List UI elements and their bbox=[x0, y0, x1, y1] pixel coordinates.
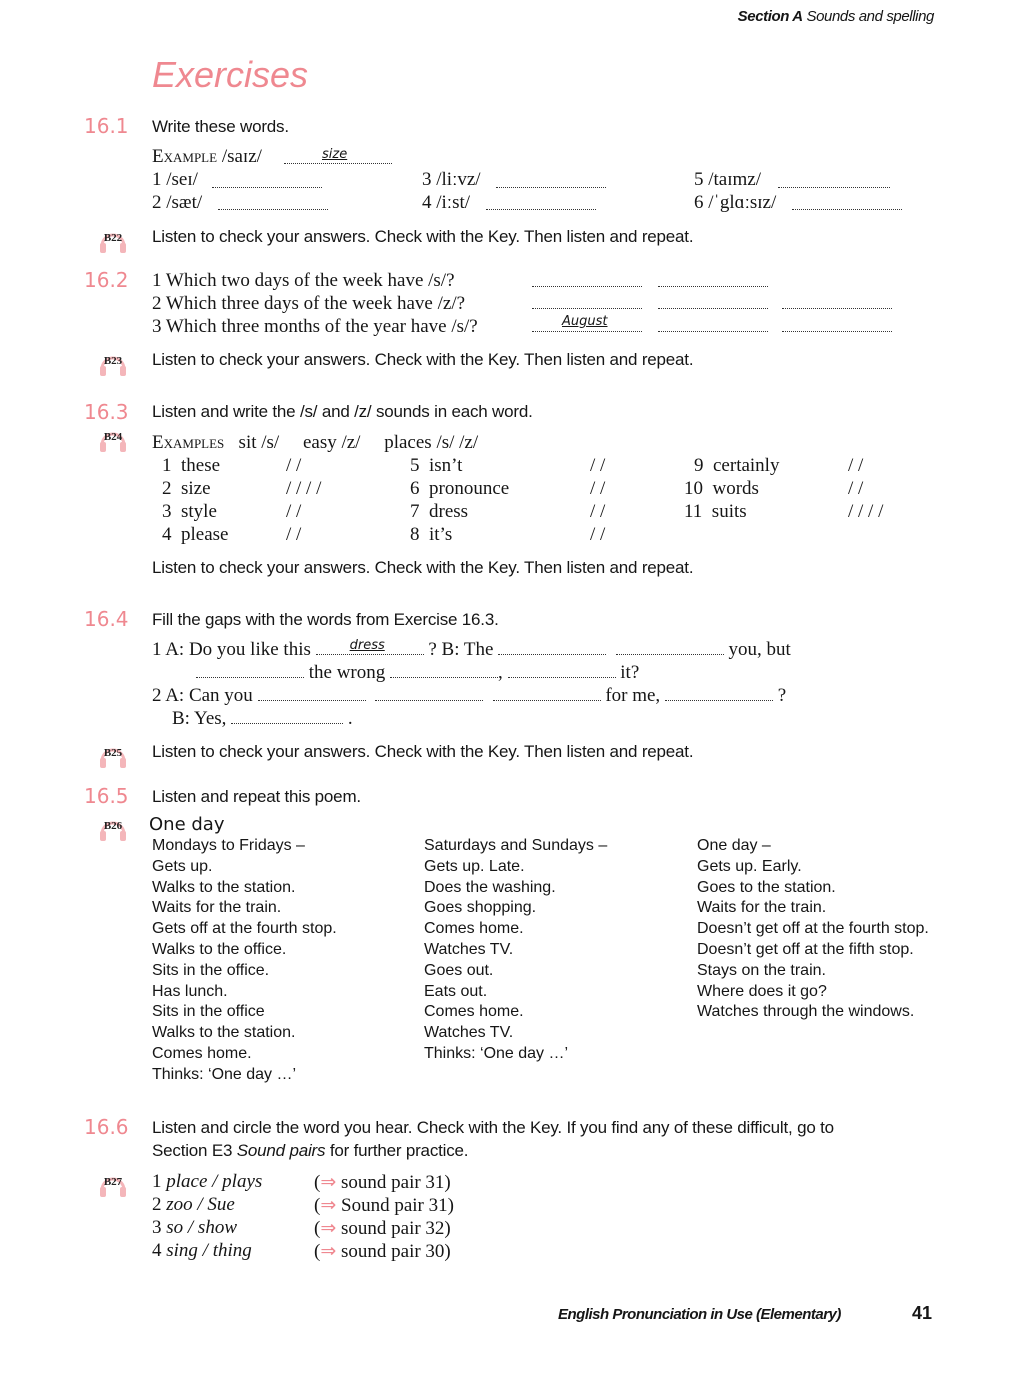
list-item: 3 so / show bbox=[152, 1217, 237, 1238]
question-item: 3 Which three months of the year have /s/? bbox=[152, 316, 478, 337]
list-item: 2 /sæt/ bbox=[152, 192, 203, 213]
sound-slots[interactable]: / / bbox=[286, 501, 302, 522]
poem-line: Comes home. bbox=[424, 920, 524, 938]
word-pair[interactable]: zoo / Sue bbox=[166, 1194, 235, 1215]
poem-line: Has lunch. bbox=[152, 982, 228, 1000]
gap-line-3: 2 A: Can you for me, ? bbox=[152, 685, 787, 706]
exercise-instruction: Listen and write the /s/ and /z/ sounds in each word. bbox=[152, 402, 533, 421]
sound-slots[interactable]: / / bbox=[590, 501, 606, 522]
list-item: 2 zoo / Sue bbox=[152, 1194, 235, 1215]
exercise-instruction-2: Section E3 Sound pairs for further practice. bbox=[152, 1141, 469, 1160]
listen-instruction: Listen to check your answers. Check with the Key. Then listen and repeat. bbox=[152, 227, 694, 246]
list-item: 11 suits bbox=[684, 501, 747, 522]
list-item: 9 certainly bbox=[694, 455, 780, 476]
gap-line-2: the wrong , it? bbox=[196, 662, 639, 684]
question-item: 1 Which two days of the week have /s/? bbox=[152, 270, 455, 291]
gap-line-1: 1 A: Do you like this dress ? B: The you, but bbox=[152, 638, 791, 660]
poem-line: Waits for the train. bbox=[697, 899, 827, 917]
answer-line bbox=[782, 308, 892, 309]
answer-line bbox=[218, 209, 328, 210]
poem-line: Goes out. bbox=[424, 961, 494, 979]
exercise-number-16-6: 16.6 bbox=[84, 1115, 129, 1139]
answer-line bbox=[532, 286, 642, 287]
example-answer: August bbox=[562, 314, 608, 329]
poem-column-3 bbox=[697, 836, 929, 1023]
list-item: 10 words bbox=[684, 478, 759, 499]
example-answer: size bbox=[322, 147, 348, 162]
listen-instruction: Listen to check your answers. Check with the Key. Then listen and repeat. bbox=[152, 558, 694, 577]
answer-line bbox=[658, 308, 768, 309]
headphones-icon[interactable]: B24 bbox=[98, 425, 128, 455]
sound-pair-ref: (⇒ sound pair 31) bbox=[314, 1172, 451, 1193]
poem-line: Thinks: ‘One day …’ bbox=[424, 1044, 569, 1062]
headphones-icon[interactable]: B22 bbox=[98, 226, 128, 256]
exercise-number-16-2: 16.2 bbox=[84, 268, 129, 292]
poem-line: Saturdays and Sundays – bbox=[424, 837, 608, 854]
answer-line bbox=[532, 331, 642, 332]
example-line bbox=[152, 146, 262, 168]
answer-line bbox=[658, 331, 768, 332]
footer-book-title: English Pronunciation in Use (Elementary) bbox=[558, 1306, 841, 1323]
list-item: 5 isn’t bbox=[410, 455, 463, 476]
list-item: 3 /liːvz/ bbox=[422, 169, 481, 190]
question-item: 2 Which three days of the week have /z/? bbox=[152, 293, 466, 314]
poem-line: Walks to the station. bbox=[152, 878, 296, 896]
sound-slots[interactable]: / / bbox=[848, 478, 864, 499]
poem-line: Does the washing. bbox=[424, 878, 556, 896]
page-number: 41 bbox=[912, 1303, 933, 1323]
sound-slots[interactable]: / / / / bbox=[848, 501, 884, 522]
poem-column-1 bbox=[152, 836, 337, 1086]
exercise-number-16-5: 16.5 bbox=[84, 784, 129, 808]
poem-line: Sits in the office. bbox=[152, 961, 270, 979]
word-pair[interactable]: place / plays bbox=[166, 1171, 263, 1192]
exercise-instruction: Listen and repeat this poem. bbox=[152, 787, 361, 806]
answer-line bbox=[496, 187, 606, 188]
answer-line bbox=[532, 308, 642, 309]
exercise-number-16-1: 16.1 bbox=[84, 114, 129, 138]
example-label: Example bbox=[152, 146, 218, 167]
poem-line: Watches TV. bbox=[424, 1024, 514, 1042]
poem-line: Stays on the train. bbox=[697, 961, 826, 979]
word-pair[interactable]: so / show bbox=[166, 1217, 237, 1238]
list-item: 1 place / plays bbox=[152, 1171, 263, 1192]
arrow-right-icon: ⇒ bbox=[320, 1241, 337, 1262]
list-item: 7 dress bbox=[410, 501, 469, 522]
poem-line: Eats out. bbox=[424, 982, 488, 1000]
answer-line bbox=[212, 187, 322, 188]
poem-line: Walks to the station. bbox=[152, 1024, 296, 1042]
listen-instruction: Listen to check your answers. Check with the Key. Then listen and repeat. bbox=[152, 350, 694, 369]
exercise-number-16-4: 16.4 bbox=[84, 607, 129, 631]
list-item: 3 style bbox=[162, 501, 217, 522]
answer-line bbox=[486, 209, 596, 210]
arrow-right-icon: ⇒ bbox=[320, 1195, 337, 1216]
sound-pair-ref: (⇒ sound pair 32) bbox=[314, 1218, 451, 1239]
poem-line: One day – bbox=[697, 837, 771, 854]
exercise-instruction: Write these words. bbox=[152, 117, 289, 136]
exercise-instruction: Listen and circle the word you hear. Check with the Key. If you find any of these difficult, go to bbox=[152, 1118, 834, 1137]
exercise-instruction: Fill the gaps with the words from Exercise 16.3. bbox=[152, 610, 499, 629]
poem-line: Gets up. bbox=[152, 857, 213, 875]
answer-line bbox=[782, 331, 892, 332]
sound-slots[interactable]: / / bbox=[286, 455, 302, 476]
poem-line: Watches TV. bbox=[424, 940, 514, 958]
running-header bbox=[738, 8, 934, 25]
list-item: 4 /iːst/ bbox=[422, 192, 471, 213]
exercise-number-16-3: 16.3 bbox=[84, 400, 129, 424]
poem-line: Doesn’t get off at the fourth stop. bbox=[697, 920, 929, 938]
headphones-icon[interactable]: B27 bbox=[98, 1170, 128, 1200]
sound-slots[interactable]: / / bbox=[848, 455, 864, 476]
poem-line: Gets up. Late. bbox=[424, 857, 525, 875]
list-item: 4 sing / thing bbox=[152, 1240, 252, 1261]
headphones-icon[interactable]: B23 bbox=[98, 349, 128, 379]
listen-instruction: Listen to check your answers. Check with the Key. Then listen and repeat. bbox=[152, 742, 694, 761]
arrow-right-icon: ⇒ bbox=[320, 1172, 337, 1193]
poem-line: Watches through the windows. bbox=[697, 1003, 915, 1021]
poem-line: Thinks: ‘One day …’ bbox=[152, 1065, 297, 1083]
answer-line bbox=[778, 187, 890, 188]
example-phonetic: /saɪz/ bbox=[221, 146, 262, 167]
answer-line bbox=[284, 163, 392, 164]
poem-line: Goes to the station. bbox=[697, 878, 836, 896]
sound-slots[interactable]: / / bbox=[590, 455, 606, 476]
gap-line-4: B: Yes, . bbox=[172, 708, 353, 729]
poem-title: One day bbox=[149, 814, 225, 835]
sound-slots[interactable]: / / / / bbox=[286, 478, 322, 499]
list-item: 6 pronounce bbox=[410, 478, 510, 499]
poem-line: Mondays to Fridays – bbox=[152, 837, 305, 854]
sound-slots[interactable]: / / bbox=[286, 524, 302, 545]
list-item: 2 size bbox=[162, 478, 211, 499]
section-title: Sounds and spelling bbox=[806, 8, 934, 25]
poem-line: Where does it go? bbox=[697, 982, 827, 1000]
list-item: 1 these bbox=[162, 455, 221, 476]
sound-slots[interactable]: / / bbox=[590, 478, 606, 499]
poem-line: Comes home. bbox=[152, 1044, 252, 1062]
poem-line: Doesn’t get off at the fifth stop. bbox=[697, 940, 914, 958]
section-label: Section A bbox=[737, 8, 803, 25]
poem-line: Sits in the office bbox=[152, 1003, 265, 1021]
headphones-icon[interactable]: B26 bbox=[98, 814, 128, 844]
poem-line: Comes home. bbox=[424, 1003, 524, 1021]
list-item: 6 /ˈglɑːsɪz/ bbox=[694, 192, 777, 213]
word-pair[interactable]: sing / thing bbox=[166, 1240, 252, 1261]
answer-line bbox=[658, 286, 768, 287]
list-item: 4 please bbox=[162, 524, 229, 545]
poem-column-2 bbox=[424, 836, 607, 1065]
poem-line: Gets off at the fourth stop. bbox=[152, 920, 337, 938]
list-item: 1 /seɪ/ bbox=[152, 169, 198, 190]
list-item: 8 it’s bbox=[410, 524, 453, 545]
sound-pair-ref: (⇒ sound pair 30) bbox=[314, 1241, 451, 1262]
poem-line: Gets up. Early. bbox=[697, 857, 802, 875]
list-item: 5 /taɪmz/ bbox=[694, 169, 762, 190]
poem-line: Goes shopping. bbox=[424, 899, 537, 917]
headphones-icon[interactable]: B25 bbox=[98, 741, 128, 771]
sound-pair-ref: (⇒ Sound pair 31) bbox=[314, 1195, 454, 1216]
arrow-right-icon: ⇒ bbox=[320, 1218, 337, 1239]
poem-line: Waits for the train. bbox=[152, 899, 282, 917]
poem-line: Walks to the office. bbox=[152, 940, 287, 958]
examples-line: Examples sit /s/ easy /z/ places /s/ /z/ bbox=[152, 432, 479, 453]
answer-line bbox=[792, 209, 902, 210]
sound-slots[interactable]: / / bbox=[590, 524, 606, 545]
page-title: Exercises bbox=[152, 54, 309, 95]
